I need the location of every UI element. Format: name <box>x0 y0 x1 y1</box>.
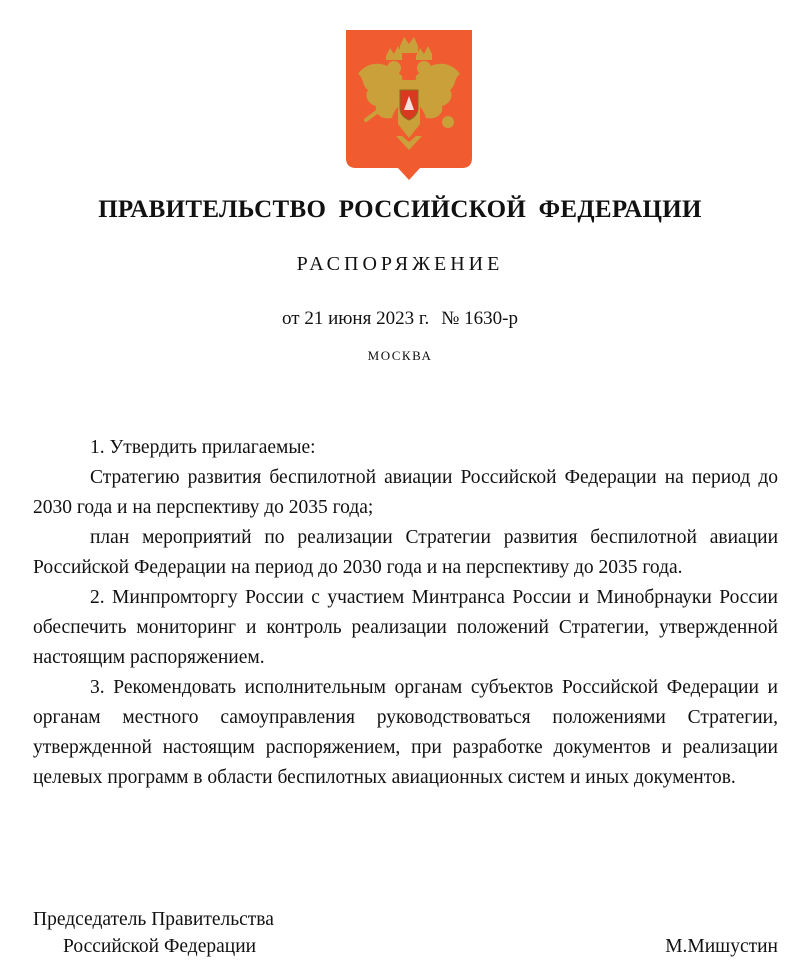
document-type: РАСПОРЯЖЕНИЕ <box>296 253 504 275</box>
paragraph: 3. Рекомендовать исполнительным органам субъектов Российской Федерации и органам местного самоуправления руководствоваться положениями Стратегии, утвержденной настоящим распоряжением, при разработке документов и реализации целевых программ в области беспилотных авиационных систем и иных документов. <box>33 677 778 788</box>
signatory-position <box>33 906 274 960</box>
document-number: № 1630-р <box>441 308 518 329</box>
coat-of-arms-emblem <box>346 30 472 180</box>
signatory-position-line2: Российской Федерации <box>63 936 257 957</box>
paragraph: Стратегию развития беспилотной авиации Российской Федерации на период до 2030 года и на перспективу до 2035 года; <box>33 467 778 518</box>
document-date: от 21 июня 2023 г. <box>282 308 430 329</box>
signatory-position-line1: Председатель Правительства <box>33 909 274 930</box>
signatory-name: М.Мишустин <box>665 936 778 957</box>
paragraph: план мероприятий по реализации Стратегии развития беспилотной авиации Российской Федерации на период до 2030 года и на перспективу до 2035 года. <box>33 527 778 578</box>
document-body <box>33 433 778 793</box>
city: МОСКВА <box>367 348 433 363</box>
paragraph: 1. Утвердить прилагаемые: <box>90 437 316 458</box>
government-title: ПРАВИТЕЛЬСТВО РОССИЙСКОЙ ФЕДЕРАЦИИ <box>98 196 702 223</box>
paragraph: 2. Минпромторгу России с участием Минтранса России и Минобрнауки России обеспечить мониторинг и контроль реализации положений Стратегии, утвержденной настоящим распоряжением. <box>33 587 778 668</box>
document-date-number <box>0 308 800 330</box>
